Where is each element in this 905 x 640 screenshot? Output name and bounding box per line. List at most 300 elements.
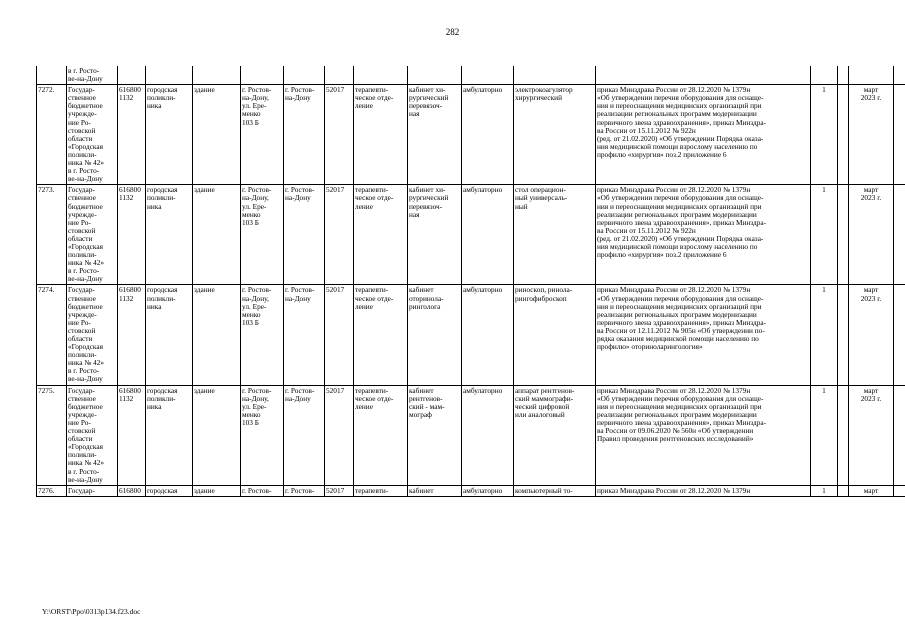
org-code-cell-line: 1132 (119, 393, 134, 403)
address-cell-line: 103 Б (242, 117, 259, 127)
equipment-cell-line: ный универсаль- (515, 193, 568, 203)
city-cell (284, 485, 325, 496)
building-name-cell-line: поликли- (147, 193, 176, 203)
equipment-cell-line: компьютерный то- (515, 485, 573, 495)
equipment-cell-line: аппарат рентгенов- (515, 385, 575, 395)
legal-basis-cell-line: ния и переоснащения медицинских организаций при (597, 101, 762, 111)
organization-cell-line: стовской (68, 426, 96, 436)
building-name-cell (146, 185, 193, 285)
room-cell-line: кабинет хи- (409, 85, 446, 95)
organization-cell-line: области (68, 233, 93, 243)
address-cell-line: ул. Ере- (242, 101, 267, 111)
organization-cell-line: бюджетное (68, 101, 103, 111)
legal-basis-cell (596, 385, 811, 485)
organization-cell-line: ве-на-Дону (68, 74, 103, 84)
room-cell (408, 485, 462, 496)
date-cell-line: март (863, 285, 879, 295)
address-cell (241, 385, 284, 485)
building-type-cell-line: здание (194, 185, 215, 195)
legal-basis-cell-line: реализации региональных программ модернизации (597, 109, 757, 119)
date-cell-line: 2023 г. (860, 93, 882, 103)
organization-cell-line: ние Ро- (68, 317, 91, 327)
equipment-cell (514, 385, 596, 485)
empty-cell (284, 66, 325, 85)
equipment-cell-line: рингофиброскоп (515, 293, 567, 303)
legal-basis-cell-line: ния медицинской помощи взрослому населению по (597, 141, 758, 151)
care-type-cell (462, 385, 514, 485)
quantity-cell (811, 385, 838, 485)
care-type-cell-line: амбулаторно (463, 185, 503, 195)
date-cell-line: март (863, 385, 879, 395)
city-cell-line: г. Ростов- (285, 285, 315, 295)
organization-cell-line: учрежде- (68, 309, 97, 319)
legal-basis-cell-line: рядка оказания медицинской помощи населению по (597, 334, 759, 343)
legal-basis-cell-line: «Об утверждении перечня оборудования для оснаще- (597, 393, 764, 403)
organization-cell-line: ственное (68, 393, 96, 403)
care-type-cell-line: амбулаторно (463, 285, 503, 295)
okato-code-cell-line: 52017 (326, 485, 345, 495)
legal-basis-cell-line: реализации региональных программ модернизации (597, 409, 757, 419)
organization-cell (67, 66, 118, 85)
care-type-cell (462, 285, 514, 385)
department-cell (354, 385, 408, 485)
organization-cell (67, 285, 118, 385)
footer-file-path: Y:\ORST\Ppo\0313p134.f23.doc (42, 607, 141, 616)
organization-cell-line: поликли- (68, 450, 97, 460)
table-row (37, 85, 905, 185)
okato-code-cell (325, 485, 354, 496)
address-cell (241, 185, 284, 285)
date-cell-line: 2023 г. (860, 293, 882, 303)
org-code-cell-line: 1132 (119, 293, 134, 303)
organization-cell-line: бюджетное (68, 201, 103, 211)
legal-basis-cell-line: ния и переоснащения медицинских организаций при (597, 401, 762, 411)
city-cell-line: на-Дону (285, 193, 311, 203)
legal-basis-cell-line: ва России от 15.11.2012 № 922н (597, 125, 696, 135)
address-cell-line: менко (242, 309, 261, 319)
equipment-cell-line: стол операцион- (515, 185, 566, 195)
room-cell-line: рургический (409, 193, 449, 203)
building-name-cell-line: ника (147, 301, 162, 311)
date-cell (849, 285, 894, 385)
building-name-cell-line: ника (147, 401, 162, 411)
city-cell (284, 185, 325, 285)
building-name-cell-line: поликли- (147, 393, 176, 403)
legal-basis-cell-line: (ред. от 21.02.2020) «Об утверждении Порядка оказа- (597, 133, 764, 143)
room-cell-line: оторинола- (409, 293, 444, 303)
quantity-cell (811, 285, 838, 385)
department-cell-line: терапевти- (355, 85, 389, 95)
room-cell-line: ная (409, 109, 420, 119)
address-cell-line: г. Ростов- (242, 485, 272, 495)
legal-basis-cell-line: реализации региональных программ модернизации (597, 209, 757, 219)
department-cell-line: терапевти- (355, 485, 389, 495)
legal-basis-cell-line: ния и переоснащения медицинских организаций при (597, 301, 762, 311)
legal-basis-cell-line: приказ Минздрава России от 28.12.2020 № 1379н (597, 485, 751, 495)
empty-cell (894, 85, 905, 185)
care-type-cell-line: амбулаторно (463, 85, 503, 95)
quantity-cell-line: 1 (822, 285, 826, 295)
building-type-cell-line: здание (194, 385, 215, 395)
page-number: 282 (445, 27, 460, 37)
organization-cell-line: стовской (68, 125, 96, 135)
organization-cell-line: стовской (68, 225, 96, 235)
address-cell-line: ул. Ере- (242, 201, 267, 211)
building-name-cell-line: поликли- (147, 293, 176, 303)
org-code-cell (118, 385, 146, 485)
care-type-cell-line: амбулаторно (463, 385, 503, 395)
organization-cell (67, 485, 118, 496)
room-cell-line: рентгенов- (409, 393, 443, 403)
date-cell-line: 2023 г. (860, 393, 882, 403)
organization-cell-line: в г. Росто- (68, 166, 100, 176)
room-cell-line: рургический (409, 93, 449, 103)
organization-cell-line: Государ- (68, 185, 95, 195)
care-type-cell (462, 85, 514, 185)
equipment-cell-line: электрокоагулятор (515, 85, 573, 95)
okato-code-cell (325, 385, 354, 485)
building-name-cell-line: ника (147, 101, 162, 111)
quantity-cell-line: 1 (822, 85, 826, 95)
legal-basis-cell-line: приказ Минздрава России от 28.12.2020 № 1379н (597, 385, 751, 395)
legal-basis-cell-line: профилю «хирургия» поз.2 приложение 6 (597, 149, 727, 159)
building-type-cell (193, 485, 241, 496)
address-cell (241, 285, 284, 385)
legal-basis-cell-line: приказ Минздрава России от 28.12.2020 № 1379н (597, 185, 751, 195)
equipment-cell-line: риноскоп, ринола- (515, 285, 573, 295)
building-name-cell-line: городская (147, 285, 178, 295)
address-cell-line: ул. Ере- (242, 301, 267, 311)
organization-cell-line: ственное (68, 193, 96, 203)
address-cell (241, 85, 284, 185)
department-cell-line: ческое отде- (355, 93, 394, 103)
quantity-cell-line: 1 (822, 485, 826, 495)
equipment-cell (514, 185, 596, 285)
room-cell-line: кабинет (409, 485, 434, 495)
address-cell-line: менко (242, 109, 261, 119)
address-cell-line: г. Ростов- (242, 85, 272, 95)
organization-cell-line: ственное (68, 293, 96, 303)
organization-cell-line: учрежде- (68, 409, 97, 419)
empty-cell (894, 485, 905, 496)
legal-basis-cell-line: (ред. от 21.02.2020) «Об утверждении Порядка оказа- (597, 233, 764, 243)
room-cell (408, 185, 462, 285)
organization-cell-line: ника № 42» (68, 358, 105, 368)
room-cell (408, 85, 462, 185)
equipment-cell-line: или аналоговый (515, 409, 565, 419)
legal-basis-cell-line: профилю «хирургия» поз.2 приложение 6 (597, 250, 727, 260)
care-type-cell (462, 185, 514, 285)
address-cell-line: 103 Б (242, 317, 259, 327)
organization-cell-line: «Городская (68, 442, 103, 452)
legal-basis-cell-line: ва России от 15.11.2012 № 922н (597, 225, 696, 235)
organization-cell (67, 385, 118, 485)
organization-cell (67, 85, 118, 185)
quantity-cell-line: 1 (822, 385, 826, 395)
building-name-cell-line: городская (147, 485, 178, 495)
empty-cell (354, 66, 408, 85)
empty-cell (838, 385, 849, 485)
legal-basis-cell-line: первичного звена здравоохранения», приказ Минздра- (597, 217, 767, 227)
legal-basis-cell (596, 85, 811, 185)
table-row (37, 385, 905, 485)
city-cell (284, 85, 325, 185)
equipment-cell-line: ский маммографи- (515, 393, 574, 403)
row-number-cell: 7275. (37, 385, 67, 485)
date-cell (849, 85, 894, 185)
legal-basis-cell-line: Правил проведения рентгеновских исследований» (597, 434, 754, 444)
department-cell (354, 285, 408, 385)
organization-cell-line: ве-на-Дону (68, 374, 103, 384)
department-cell-line: терапевти- (355, 385, 389, 395)
table-row (37, 285, 905, 385)
building-type-cell (193, 285, 241, 385)
organization-cell-line: ние Ро- (68, 417, 91, 427)
room-cell-line: мограф (409, 409, 432, 419)
row-number-cell: 7273. (37, 185, 67, 285)
legal-basis-cell-line: ва России от 12.11.2012 № 905н «Об утверждении по- (597, 325, 765, 335)
empty-cell (462, 66, 514, 85)
organization-cell-line: ве-на-Дону (68, 274, 103, 284)
organization-cell (67, 185, 118, 285)
department-cell-line: ление (355, 201, 373, 211)
date-cell (849, 385, 894, 485)
department-cell (354, 185, 408, 285)
quantity-cell-line: 1 (822, 185, 826, 195)
organization-cell-line: учрежде- (68, 209, 97, 219)
city-cell (284, 285, 325, 385)
date-cell-line: март (863, 485, 879, 495)
legal-basis-cell-line: ния медицинской помощи взрослому населению по (597, 241, 758, 251)
empty-cell (838, 485, 849, 496)
city-cell-line: г. Ростов- (285, 85, 315, 95)
address-cell-line: на-Дону, (242, 293, 269, 303)
legal-basis-cell (596, 285, 811, 385)
legal-basis-cell-line: приказ Минздрава России от 28.12.2020 № 1379н (597, 285, 751, 295)
organization-cell-line: ника № 42» (68, 158, 105, 168)
empty-cell (325, 66, 354, 85)
org-code-cell-line: 616800 (119, 85, 141, 95)
empty-cell (514, 66, 596, 85)
okato-code-cell-line: 52017 (326, 185, 345, 195)
legal-basis-cell-line: первичного звена здравоохранения», приказ Минздра- (597, 117, 767, 127)
row-number-cell: 7276. (37, 485, 67, 496)
department-cell (354, 85, 408, 185)
building-type-cell (193, 85, 241, 185)
address-cell-line: г. Ростов- (242, 385, 272, 395)
legal-basis-cell-line: «Об утверждении перечня оборудования для оснаще- (597, 293, 764, 303)
legal-basis-cell-line: первичного звена здравоохранения», приказ Минздра- (597, 317, 767, 327)
organization-cell-line: Государ- (68, 85, 95, 95)
legal-basis-cell-line: ния и переоснащения медицинских организаций при (597, 201, 762, 211)
room-cell-line: перевязоч- (409, 101, 443, 111)
organization-cell-line: поликли- (68, 149, 97, 159)
organization-cell-line: бюджетное (68, 301, 103, 311)
table-row (37, 185, 905, 285)
quantity-cell (811, 185, 838, 285)
care-type-cell (462, 485, 514, 496)
city-cell (284, 385, 325, 485)
room-cell-line: ная (409, 209, 420, 219)
organization-cell-line: Государ- (68, 485, 95, 495)
equipment-cell (514, 485, 596, 496)
organization-cell-line: области (68, 334, 93, 343)
empty-cell (894, 385, 905, 485)
empty-cell (118, 66, 146, 85)
organization-cell-line: «Городская (68, 241, 103, 251)
org-code-cell (118, 85, 146, 185)
date-cell-line: март (863, 185, 879, 195)
room-cell-line: перевязоч- (409, 201, 443, 211)
legal-basis-cell (596, 185, 811, 285)
org-code-cell-line: 616800 (119, 385, 141, 395)
legal-basis-cell-line: ва России от 09.06.2020 № 560н «Об утверждении (597, 426, 754, 436)
organization-cell-line: поликли- (68, 350, 97, 360)
row-number-cell: 7274. (37, 285, 67, 385)
organization-cell-line: ве-на-Дону (68, 174, 103, 184)
org-code-cell-line: 616800 (119, 485, 141, 495)
department-cell-line: терапевти- (355, 185, 389, 195)
organization-cell-line: бюджетное (68, 401, 103, 411)
building-name-cell-line: городская (147, 185, 178, 195)
org-code-cell-line: 1132 (119, 193, 134, 203)
legal-basis-cell-line: первичного звена здравоохранения», приказ Минздра- (597, 417, 767, 427)
empty-cell (37, 66, 67, 85)
building-type-cell-line: здание (194, 85, 215, 95)
empty-cell (596, 66, 811, 85)
building-name-cell-line: городская (147, 85, 178, 95)
address-cell-line: на-Дону, (242, 393, 269, 403)
organization-cell-line: Государ- (68, 285, 95, 295)
care-type-cell-line: амбулаторно (463, 485, 503, 495)
city-cell-line: г. Ростов- (285, 485, 315, 495)
building-name-cell-line: поликли- (147, 93, 176, 103)
organization-cell-line: области (68, 434, 93, 444)
address-cell-line: 103 Б (242, 417, 259, 427)
address-cell-line: ул. Ере- (242, 401, 267, 411)
city-cell-line: на-Дону (285, 393, 311, 403)
organization-cell-line: в г. Росто- (68, 266, 100, 276)
org-code-cell-line: 1132 (119, 93, 134, 103)
legal-basis-cell-line: «Об утверждении перечня оборудования для оснаще- (597, 193, 764, 203)
department-cell-line: ческое отде- (355, 393, 394, 403)
address-cell-line: на-Дону, (242, 93, 269, 103)
city-cell-line: на-Дону (285, 293, 311, 303)
table-row (37, 66, 905, 85)
org-code-cell (118, 185, 146, 285)
empty-cell (838, 66, 849, 85)
org-code-cell-line: 616800 (119, 185, 141, 195)
legal-basis-cell-line: «Об утверждении перечня оборудования для оснаще- (597, 93, 764, 103)
org-code-cell-line: 616800 (119, 285, 141, 295)
legal-basis-cell (596, 485, 811, 496)
empty-cell (241, 66, 284, 85)
okato-code-cell-line: 52017 (326, 285, 345, 295)
building-name-cell-line: городская (147, 385, 178, 395)
empty-cell (849, 66, 894, 85)
quantity-cell (811, 485, 838, 496)
org-code-cell (118, 285, 146, 385)
empty-cell (894, 185, 905, 285)
organization-cell-line: ние Ро- (68, 217, 91, 227)
address-cell-line: менко (242, 209, 261, 219)
city-cell-line: на-Дону (285, 93, 311, 103)
empty-cell (193, 66, 241, 85)
empty-cell (838, 285, 849, 385)
date-cell (849, 485, 894, 496)
building-name-cell (146, 85, 193, 185)
empty-cell (838, 85, 849, 185)
room-cell-line: ский - мам- (409, 401, 445, 411)
building-type-cell-line: здание (194, 285, 215, 295)
quantity-cell (811, 85, 838, 185)
building-name-cell (146, 385, 193, 485)
room-cell (408, 285, 462, 385)
date-cell (849, 185, 894, 285)
empty-cell (838, 185, 849, 285)
equipment-cell (514, 285, 596, 385)
empty-cell (811, 66, 838, 85)
legal-basis-cell-line: профилю» оториноларингология» (597, 342, 703, 352)
equipment-cell (514, 85, 596, 185)
address-cell-line: г. Ростов- (242, 185, 272, 195)
building-type-cell (193, 385, 241, 485)
organization-cell-line: ственное (68, 93, 96, 103)
empty-cell (894, 66, 905, 85)
building-name-cell (146, 485, 193, 496)
organization-cell-line: «Городская (68, 141, 103, 151)
city-cell-line: г. Ростов- (285, 385, 315, 395)
organization-cell-line: «Городская (68, 342, 103, 352)
equipment-table (36, 66, 905, 497)
organization-cell-line: области (68, 133, 93, 143)
organization-cell-line: Государ- (68, 385, 95, 395)
organization-cell-line: в г. Росто- (68, 66, 100, 75)
room-cell-line: ринголога (409, 301, 441, 311)
city-cell-line: г. Ростов- (285, 185, 315, 195)
department-cell-line: ление (355, 101, 373, 111)
address-cell-line: г. Ростов- (242, 285, 272, 295)
building-name-cell (146, 285, 193, 385)
equipment-cell-line: ческий цифровой (515, 401, 570, 411)
department-cell (354, 485, 408, 496)
okato-code-cell-line: 52017 (326, 85, 345, 95)
empty-cell (894, 285, 905, 385)
legal-basis-cell-line: приказ Минздрава России от 28.12.2020 № 1379н (597, 85, 751, 95)
address-cell-line: 103 Б (242, 217, 259, 227)
organization-cell-line: стовской (68, 325, 96, 335)
building-type-cell-line: здание (194, 485, 215, 495)
organization-cell-line: ве-на-Дону (68, 474, 103, 484)
organization-cell-line: поликли- (68, 250, 97, 260)
row-number-cell: 7272. (37, 85, 67, 185)
room-cell-line: кабинет хи- (409, 185, 446, 195)
org-code-cell (118, 485, 146, 496)
organization-cell-line: в г. Росто- (68, 366, 100, 376)
address-cell-line: на-Дону, (242, 193, 269, 203)
okato-code-cell (325, 185, 354, 285)
department-cell-line: ческое отде- (355, 193, 394, 203)
room-cell-line: кабинет (409, 385, 434, 395)
okato-code-cell (325, 285, 354, 385)
empty-cell (146, 66, 193, 85)
organization-cell-line: ника № 42» (68, 258, 105, 268)
organization-cell-line: ние Ро- (68, 117, 91, 127)
legal-basis-cell-line: реализации региональных программ модернизации (597, 309, 757, 319)
department-cell-line: терапевти- (355, 285, 389, 295)
organization-cell-line: в г. Росто- (68, 466, 100, 476)
organization-cell-line: учрежде- (68, 109, 97, 119)
